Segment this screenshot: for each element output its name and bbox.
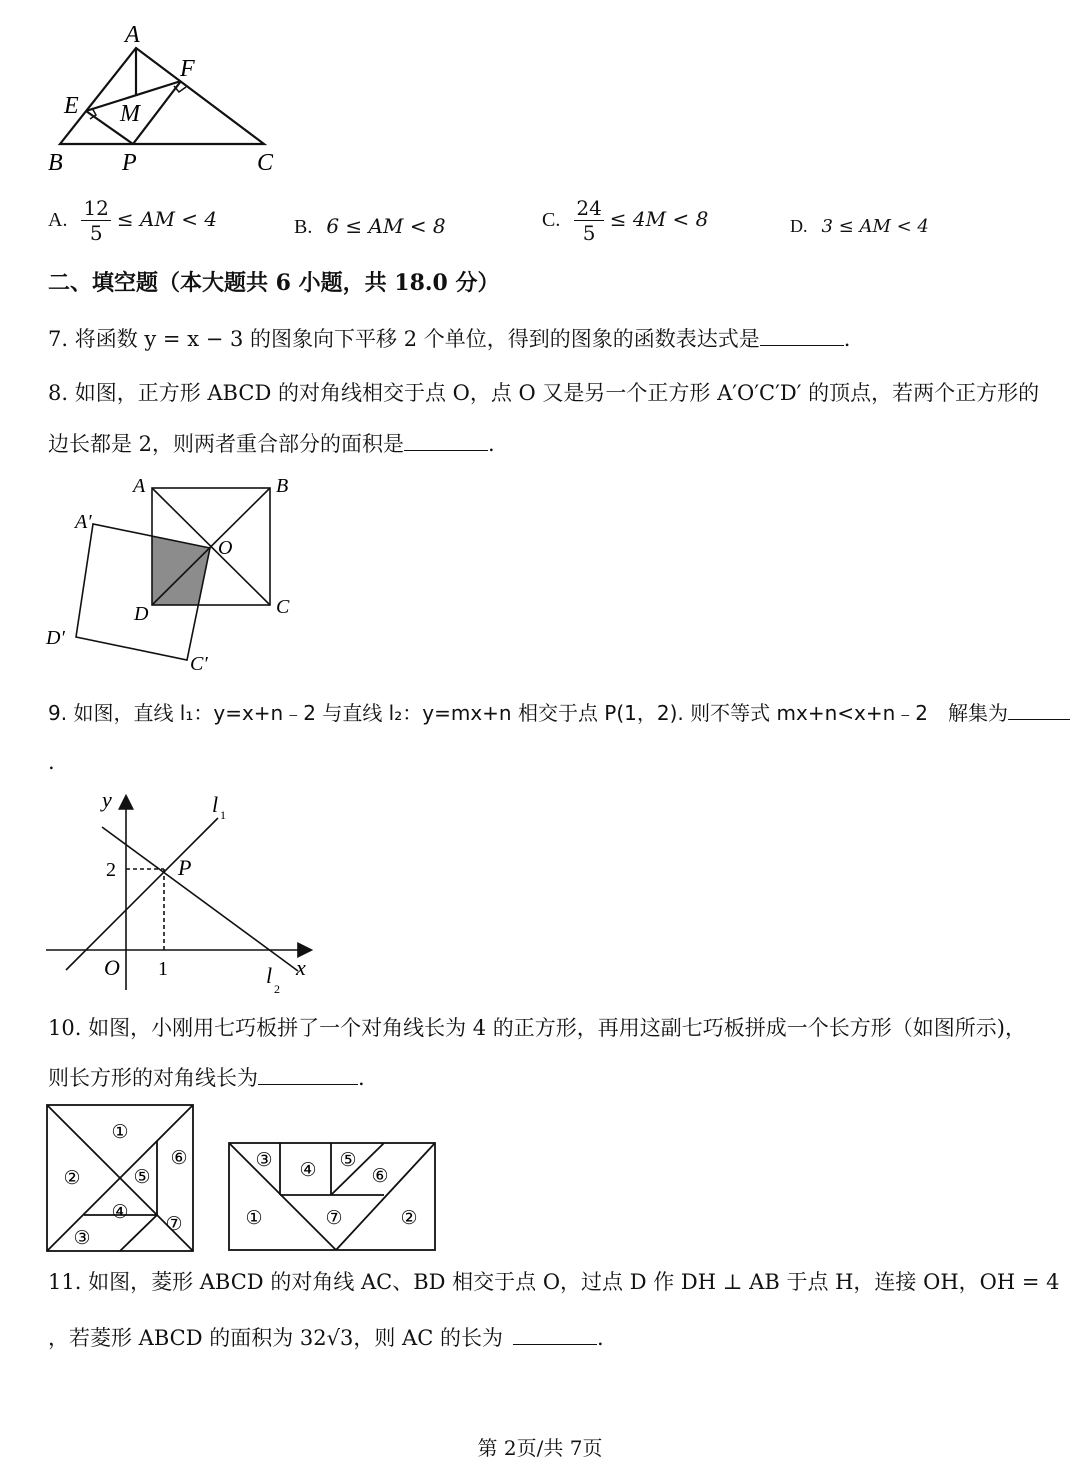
piece-4: ④ [111,1202,129,1223]
q8-text: 边长都是 2，则两者重合部分的面积是 [48,432,405,456]
label-C: C [257,150,274,176]
q9-text: 9. 如图，直线 l₁：y=x+n﹣2 与直线 l₂：y=mx+n 相交于点 P(1，2). 则不等式 mx+n<x+n﹣2 解集为 [48,701,1008,725]
piece-3: ③ [73,1228,91,1249]
point-P-label: P [178,855,192,880]
piece-7: ⑦ [325,1208,343,1229]
label-C: C [276,596,290,618]
question-9-line2: . [48,750,55,774]
q8-end: . [488,432,495,456]
tangram-square-q10 [44,1102,199,1257]
question-11-line1: 11. 如图，菱形 ABCD 的对角线 AC、BD 相交于点 O，过点 D 作 DH ⊥ AB 于点 H，连接 OH，OH = 4 [48,1270,1060,1294]
label-O: O [218,537,233,559]
piece-2: ② [63,1168,81,1189]
option-b-letter: B. [294,216,313,238]
label-C-prime: C′ [190,653,208,675]
question-9-line1 [48,697,1070,728]
option-c-letter: C. [542,209,561,231]
label-A: A [125,22,140,48]
q7-answer-blank[interactable] [760,323,844,346]
piece-6: ⑥ [371,1166,389,1187]
option-a-fraction: $\frac{12}{5}$ [83,196,109,245]
option-b-text: 6 ≤ AM < 8 [326,214,446,238]
piece-1: ① [245,1208,263,1229]
option-a[interactable] [48,196,217,245]
tick-1: 1 [158,958,168,980]
label-B: B [48,150,63,176]
page-footer: 第 2页/共 7页 [477,1436,603,1460]
line-l1-subscript: 1 [220,808,226,822]
tangram-rectangle-q10 [226,1140,439,1255]
piece-6: ⑥ [170,1148,188,1169]
piece-5: ⑤ [133,1167,151,1188]
label-E: E [64,93,79,119]
label-A-prime: A′ [75,511,92,533]
question-10-line1: 10. 如图，小刚用七巧板拼了一个对角线长为 4 的正方形，再用这副七巧板拼成一个长方形（如图所示)， [48,1016,1026,1040]
label-B: B [276,475,289,497]
option-a-text: ≤ AM < 4 [116,207,218,231]
question-11-line2 [48,1322,604,1353]
piece-7: ⑦ [165,1214,183,1235]
piece-1: ① [111,1122,129,1143]
option-b[interactable] [294,211,446,242]
option-d[interactable] [790,211,929,242]
label-M: M [120,101,140,127]
q10-end: . [358,1066,365,1090]
q11-text: ，若菱形 ABCD 的面积为 32√3，则 AC 的长为 [48,1326,503,1350]
q7-end: . [843,327,851,351]
squares-figure-q8 [40,470,310,680]
question-8-line2 [48,428,495,459]
option-c-text: ≤ 4M < 8 [609,207,709,231]
option-d-text: 3 ≤ AM < 4 [821,216,929,237]
line-l1-label: l [212,792,219,817]
triangle-figure-q6 [40,18,300,178]
option-a-letter: A. [48,209,68,231]
q7-text: 7. 将函数 y = x − 3 的图象向下平移 2 个单位，得到的图象的函数表达式是 [48,327,760,351]
axis-y-label: y [102,787,112,812]
coordinate-graph-q9 [40,785,330,1000]
origin-label: O [104,955,120,980]
piece-2: ② [400,1208,418,1229]
piece-4: ④ [299,1160,317,1181]
label-F: F [180,56,195,82]
q10-answer-blank[interactable] [258,1062,358,1085]
line-l2-subscript: 2 [274,982,280,996]
question-7 [48,323,850,354]
question-10-line2 [48,1062,365,1093]
q8-answer-blank[interactable] [404,428,488,451]
tick-2: 2 [106,859,116,881]
label-A: A [133,475,146,497]
line-l2-label: l [266,963,273,988]
question-8-line1: 8. 如图，正方形 ABCD 的对角线相交于点 O，点 O 又是另一个正方形 A′O′C′D′ 的顶点，若两个正方形的 [48,381,1040,405]
axis-x-label: x [296,955,306,980]
label-P: P [122,150,137,176]
piece-3: ③ [255,1150,273,1171]
section-title: 二、填空题（本大题共 6 小题，共 18.0 分） [48,270,500,296]
option-d-letter: D. [790,216,808,236]
option-c[interactable] [542,196,708,245]
option-c-fraction: $\frac{24}{5}$ [576,196,602,245]
label-D: D [134,603,149,625]
q9-answer-blank[interactable] [1008,697,1070,720]
piece-5: ⑤ [339,1150,357,1171]
label-D-prime: D′ [46,627,65,649]
q11-end: . [596,1326,604,1350]
q10-text: 则长方形的对角线长为 [48,1066,258,1090]
q11-answer-blank[interactable] [513,1322,597,1345]
